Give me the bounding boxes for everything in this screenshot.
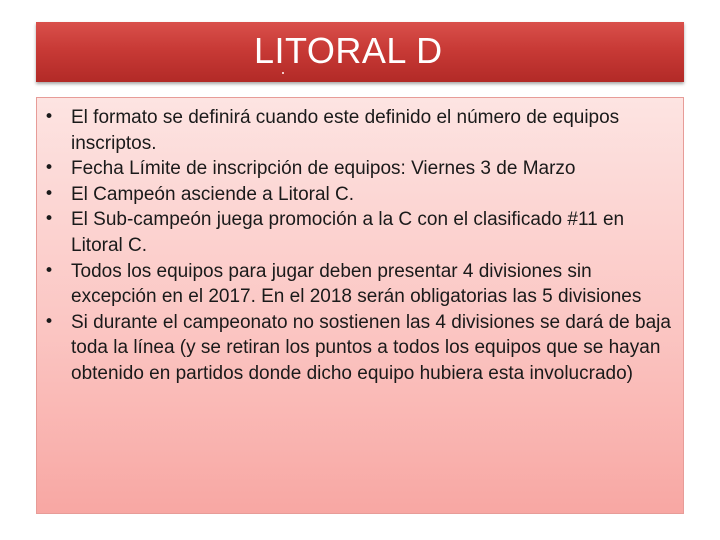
bullet-icon: • — [44, 158, 55, 179]
bullet-text: El Campeón asciende a Litoral C. — [71, 183, 355, 205]
title-dot-mark — [282, 72, 284, 74]
bullet-text: Fecha Límite de inscripción de equipos: Viernes 3 de Marzo — [71, 158, 576, 180]
bullet-item — [37, 259, 679, 310]
bullet-item — [37, 105, 679, 156]
bullet-item — [37, 310, 679, 387]
bullet-icon: • — [44, 107, 55, 127]
bullet-text: Todos los equipos para jugar deben presentar 4 divisiones sin excepción en el 2017. En el 2018 serán obligatorias las 5 divisiones — [71, 260, 642, 308]
slide-title: LITORAL D — [254, 30, 443, 71]
bullet-item — [37, 182, 679, 208]
title-bar — [36, 22, 684, 82]
bullet-list — [37, 98, 683, 387]
bullet-icon: • — [44, 311, 55, 332]
bullet-item — [37, 207, 679, 258]
bullet-icon: • — [44, 209, 55, 230]
bullet-icon: • — [44, 183, 55, 204]
bullet-item — [37, 156, 679, 182]
content-box — [36, 97, 684, 514]
bullet-text: Si durante el campeonato no sostienen las 4 divisiones se dará de baja toda la línea (y se retiran los puntos a todos los equipos que se hayan obtenido en partidos donde dicho equipo hubiera esta involucrado) — [71, 311, 671, 384]
bullet-icon: • — [44, 260, 55, 281]
bullet-text: El formato se definirá cuando este definido el número de equipos inscriptos. — [71, 107, 620, 154]
bullet-text: El Sub-campeón juega promoción a la C con el clasificado #11 en Litoral C. — [71, 209, 625, 256]
